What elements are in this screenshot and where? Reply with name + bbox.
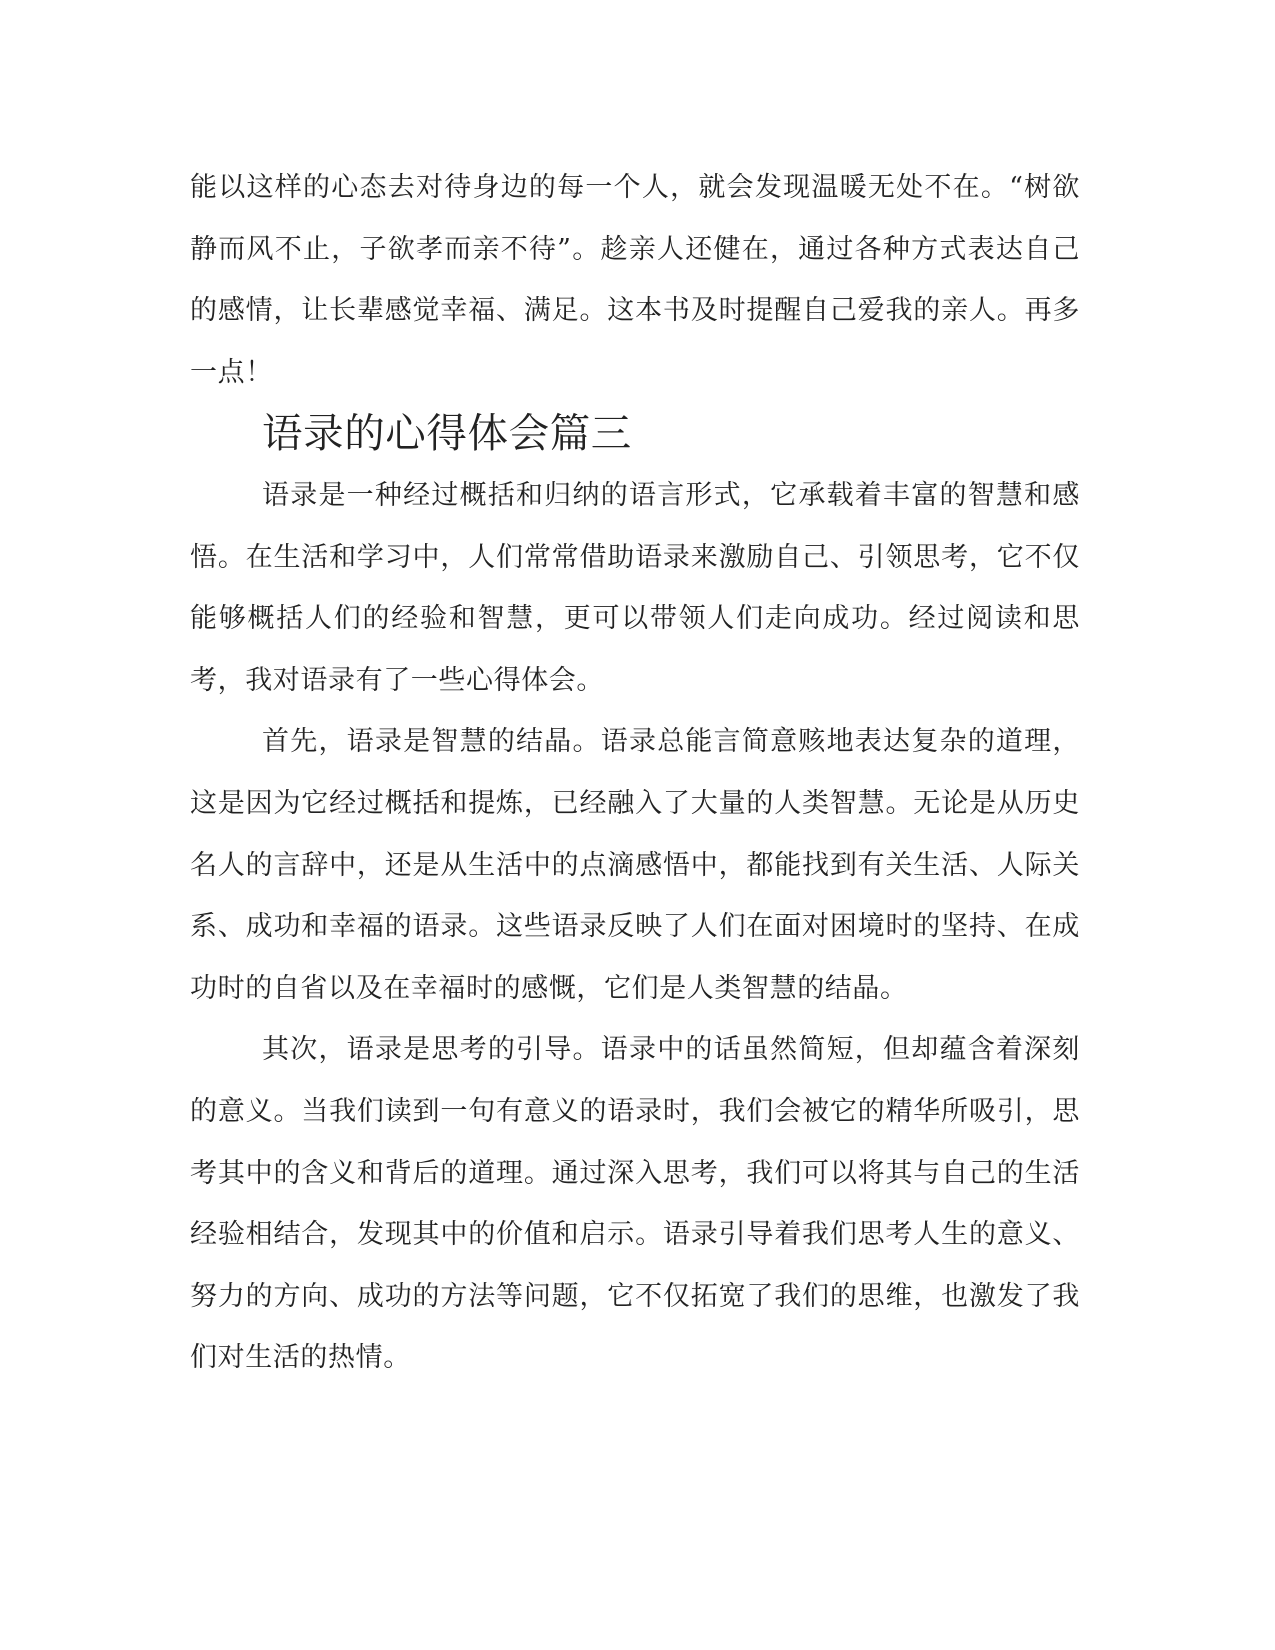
paragraph-second-point: 其次，语录是思考的引导。语录中的话虽然简短，但却蕴含着深刻的意义。当我们读到一句有意义的语录时，我们会被它的精华所吸引，思考其中的含义和背后的道理。通过深入思考，我们可以将其与自己的生活经验相结合，发现其中的价值和启示。语录引导着我们思考人生的意义、努力的方向、成功的方法等问题，它不仅拓宽了我们的思维，也激发了我们对生活的热情。 — [190, 1034, 1080, 1374]
section-title: 语录的心得体会篇三 — [262, 409, 632, 458]
paragraph-intro: 语录是一种经过概括和归纳的语言形式，它承载着丰富的智慧和感悟。在生活和学习中，人们常常借助语录来激励自己、引领思考，它不仅能够概括人们的经验和智慧，更可以带领人们走向成功。经过阅读和思考，我对语录有了一些心得体会。 — [190, 479, 1080, 696]
document-body — [190, 157, 1080, 1389]
paragraph-continuation: 能以这样的心态去对待身边的每一个人，就会发现温暖无处不在。“树欲静而风不止，子欲孝而亲不待”。趁亲人还健在，通过各种方式表达自己的感情，让长辈感觉幸福、满足。这本书及时提醒自己爱我的亲人。再多一点！ — [190, 172, 1080, 388]
paragraph-first-point: 首先，语录是智慧的结晶。语录总能言简意赅地表达复杂的道理，这是因为它经过概括和提炼，已经融入了大量的人类智慧。无论是从历史名人的言辞中，还是从生活中的点滴感悟中，都能找到有关生活、人际关系、成功和幸福的语录。这些语录反映了人们在面对困境时的坚持、在成功时的自省以及在幸福时的感慨，它们是人类智慧的结晶。 — [190, 726, 1080, 1004]
